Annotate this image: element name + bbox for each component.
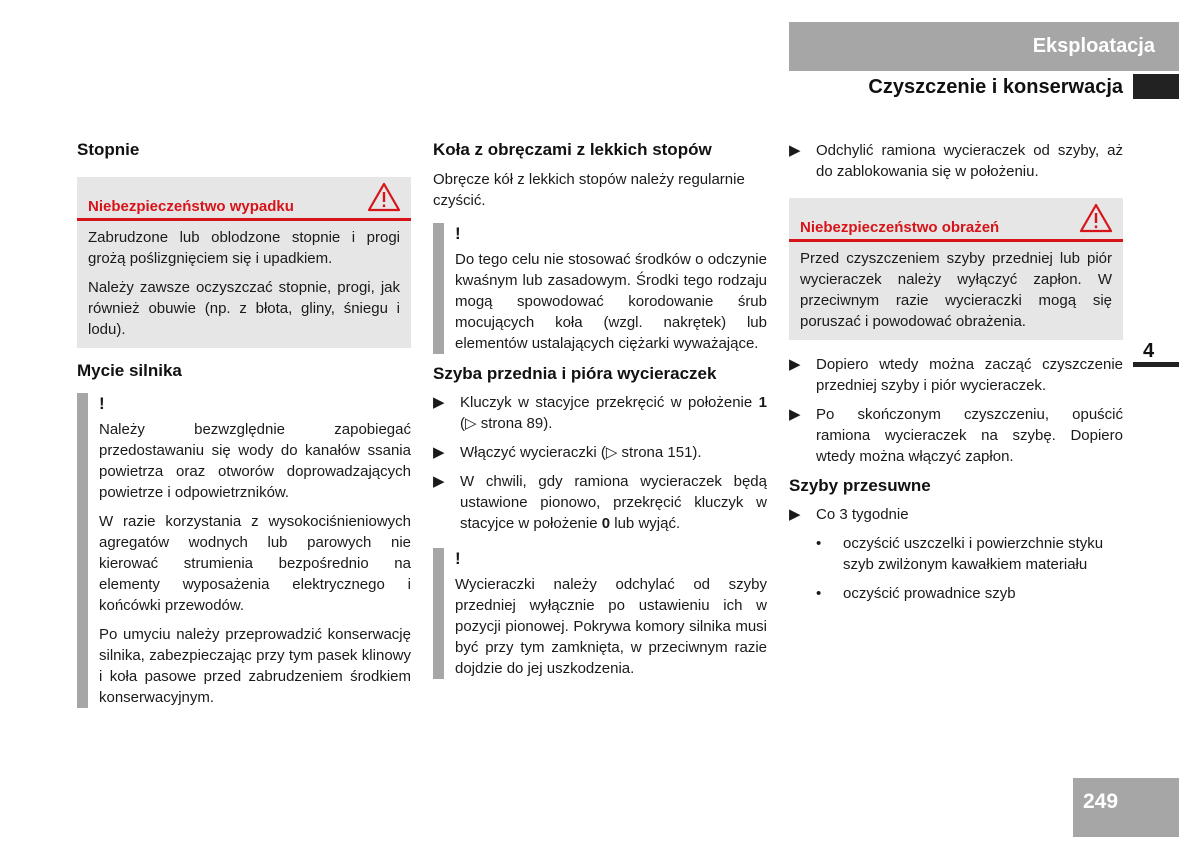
heading-mycie-silnika: Mycie silnika (77, 361, 182, 380)
step-text: W chwili, gdy ramiona wycieraczek będą ustawione pionowo, przekręcić kluczyk w stacyjce w położenie 0 lub wyjąć. (460, 473, 767, 532)
step-text: Co 3 tygodnie (816, 506, 909, 523)
arrow-icon: ▶ (789, 356, 801, 373)
danger-body (77, 221, 411, 348)
column-1 (77, 140, 411, 708)
step-text: Po skończonym czyszczeniu, opuścić ramiona wycieraczek na szybę. Dopiero wtedy można włączyć zapłon. (816, 406, 1123, 465)
heading-szyby-przesuwne: Szyby przesuwne (789, 476, 931, 495)
subsection-title: Czyszczenie i konserwacja (868, 76, 1123, 98)
step-item (433, 471, 767, 534)
note-text: Do tego celu nie stosować środków o odczynie kwaśnym lub zasadowym. Środki tego rodzaju mogą spowodować korodowanie śrub mocujących koła (wzgl. nakrętek) lub elementów ustalających ciężarki wyważające. (455, 251, 767, 352)
step-item (433, 392, 767, 434)
danger-header (77, 177, 411, 221)
danger-box-injury (789, 198, 1123, 340)
heading-kola: Koła z obręczami z lekkich stopów (433, 140, 712, 159)
column-2 (433, 140, 767, 679)
step-item (789, 404, 1123, 467)
note-box-engine (77, 393, 411, 708)
arrow-icon: ▶ (789, 506, 801, 523)
danger-title: Niebezpieczeństwo wypadku (88, 198, 294, 215)
danger-text: Przed czyszczeniem szyby przedniej lub piór wycieraczek należy wyłączyć zapłon. W przeciwnym razie wycieraczki mogą się poruszać i powodować obrażenia. (800, 250, 1112, 330)
bullet-mark: • (816, 535, 822, 552)
danger-body (789, 242, 1123, 340)
step-text: Odchylić ramiona wycieraczek od szyby, aż do zablokowania się w położeniu. (816, 142, 1123, 180)
column-3 (789, 140, 1123, 604)
danger-header (789, 198, 1123, 242)
warning-triangle-icon (1079, 203, 1113, 239)
danger-text: Należy zawsze oczyszczać stopnie, progi, jak również obuwie (np. z błota, gliny, śniegu i lodu). (88, 279, 400, 338)
exclamation-icon: ! (455, 224, 461, 243)
note-text: Po umyciu należy przeprowadzić konserwację silnika, zabezpieczając przy tym pasek klinowy i koła pasowe przed zabrudzeniem środkiem konserwacyjnym. (99, 626, 411, 706)
step-item (433, 442, 767, 463)
step-text: Włączyć wycieraczki (▷ strona 151). (460, 444, 702, 461)
bullet-text: oczyścić uszczelki i powierzchnie styku szyb zwilżonym kawałkiem materiału (843, 535, 1104, 573)
bullet-text: oczyścić prowadnice szyb (843, 585, 1016, 602)
bullet-mark: • (816, 585, 822, 602)
heading-szyba: Szyba przednia i pióra wycieraczek (433, 364, 717, 383)
step-item (789, 504, 1123, 525)
step-text: Dopiero wtedy można zacząć czyszczenie przedniej szyby i piór wycieraczek. (816, 356, 1123, 394)
note-text: W razie korzystania z wysokociśnieniowych agregatów wodnych lub parowych nie kierować strumienia bezpośrednio na elementy wyposażenia elektrycznego i końcówki przewodów. (99, 513, 411, 614)
bullet-item (789, 583, 1123, 604)
bullet-item (789, 533, 1123, 575)
step-text: Kluczyk w stacyjce przekręcić w położenie 1 (▷ strona 89). (460, 394, 767, 432)
heading-stopnie: Stopnie (77, 140, 140, 159)
arrow-icon: ▶ (433, 444, 445, 461)
danger-box-accident (77, 177, 411, 348)
note-box-wipers (433, 548, 767, 679)
warning-triangle-icon (367, 182, 401, 218)
arrow-icon: ▶ (789, 406, 801, 423)
kola-intro: Obręcze kół z lekkich stopów należy regularnie czyścić. (433, 171, 745, 209)
section-header (789, 22, 1179, 71)
note-text: Należy bezwzględnie zapobiegać przedostawaniu się wody do kanałów ssania powietrza oraz otworów doprowadzających powietrze i odpowietrzników. (99, 421, 411, 501)
exclamation-icon: ! (99, 394, 105, 413)
step-item (789, 140, 1123, 182)
arrow-icon: ▶ (433, 394, 445, 411)
step-item (789, 354, 1123, 396)
note-text: Wycieraczki należy odchylać od szyby przedniej wyłącznie po ustawieniu ich w pozycji pionowej. Pokrywa komory silnika musi być przy tym zamknięta, w przeciwnym razie dojdzie do jej uszkodzenia. (455, 576, 767, 677)
note-box-wheels (433, 223, 767, 354)
page-number: 249 (1073, 778, 1179, 837)
danger-title: Niebezpieczeństwo obrażeń (800, 219, 1000, 236)
arrow-icon: ▶ (433, 473, 445, 490)
danger-text: Zabrudzone lub oblodzone stopnie i progi grożą poślizgnięciem się i upadkiem. (88, 229, 400, 267)
section-title: Eksploatacja (1032, 35, 1155, 57)
section-marker (1133, 74, 1179, 99)
chapter-tab: 4 (1133, 337, 1179, 367)
exclamation-icon: ! (455, 549, 461, 568)
arrow-icon: ▶ (789, 142, 801, 159)
